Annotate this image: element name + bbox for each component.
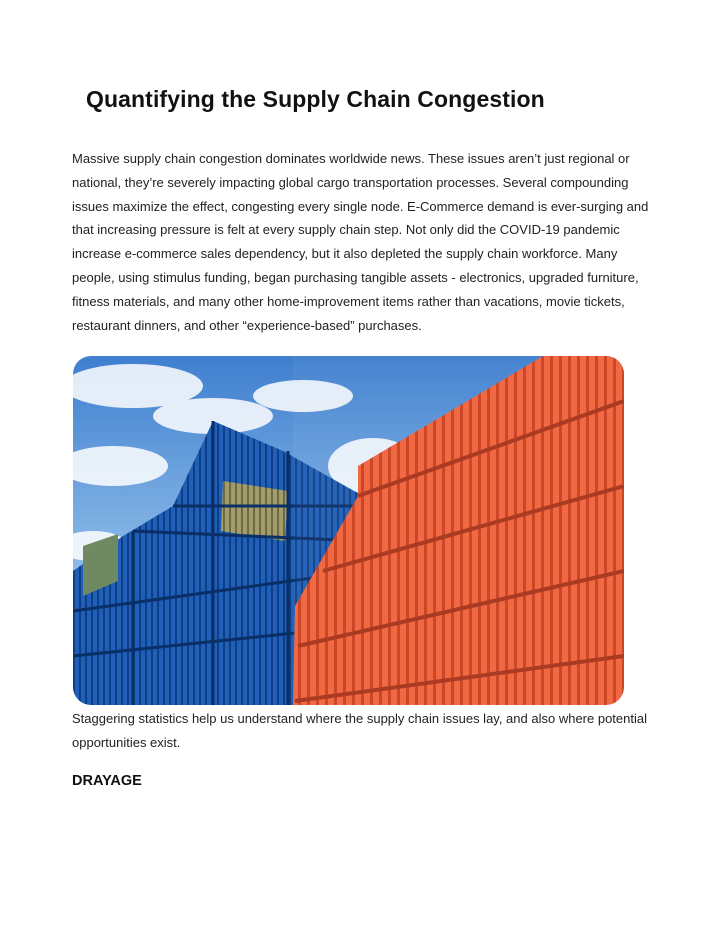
containers-photo: [73, 356, 624, 705]
orange-container-stack: [293, 356, 624, 705]
intro-paragraph: Massive supply chain congestion dominates worldwide news. These issues aren’t just regional or national, they’re severely impacting global cargo transportation processes. Several compounding issues maximize the effect, congesting every single node. E-Commerce demand is ever-surging and that increasing pressure is felt at every supply chain step. Not only did the COVID-19 pandemic increase e-commerce sales dependency, but it also depleted the supply chain workforce. Many people, using stimulus funding, began purchasing tangible assets - electronics, upgraded furniture, fitness materials, and many other home-improvement items rather than vacations, movie tickets, restaurant dinners, and other “experience-based” purchases.: [72, 151, 649, 333]
page-title: Quantifying the Supply Chain Congestion: [86, 86, 545, 112]
statistics-paragraph: Staggering statistics help us understand where the supply chain issues lay, and also where potential opportunities exist.: [72, 711, 647, 750]
section-heading-drayage: DRAYAGE: [72, 773, 142, 789]
